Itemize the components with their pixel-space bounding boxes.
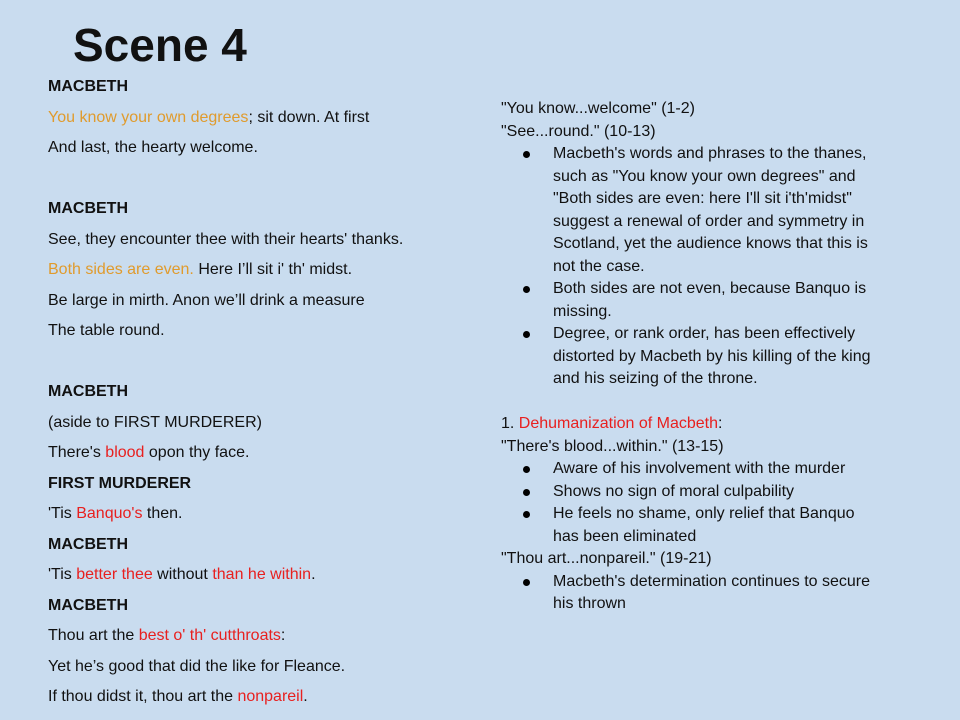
line-text: Here I’ll sit i' th' midst. [193, 261, 353, 278]
highlighted-word: blood [105, 444, 145, 461]
script-line: Yet he’s good that did the like for Fleance. [48, 657, 346, 675]
line-text: Thou art the [48, 627, 139, 644]
speaker-label: MACBETH [48, 596, 128, 614]
line-text: There's [48, 444, 106, 461]
script-line [48, 621, 488, 652]
list-item-text: Aware of his involvement with the murder [553, 460, 846, 477]
line-text: without [152, 566, 213, 583]
heading-number: 1. [501, 415, 519, 432]
speaker-label: MACBETH [48, 383, 128, 400]
bullet-list [501, 458, 881, 548]
speaker-label: FIRST MURDERER [48, 474, 192, 492]
list-item-text: Macbeth's determination continues to secure his thrown [553, 572, 871, 612]
speaker-label: MACBETH [48, 200, 128, 217]
bullet-list [501, 143, 881, 391]
line-text: 'Tis [48, 566, 77, 583]
bullet-icon [523, 511, 530, 518]
list-item [501, 458, 881, 481]
quote-reference: "There's blood...within." (13-15) [501, 437, 724, 455]
list-item [501, 278, 881, 323]
bullet-icon [523, 489, 530, 496]
line-text: opon thy face. [144, 444, 250, 461]
list-item [501, 503, 881, 548]
list-item [501, 481, 881, 504]
line-text: 'Tis [48, 505, 77, 522]
line-text: . [303, 688, 308, 705]
list-item-text: He feels no shame, only relief that Banquo has been eliminated [553, 505, 855, 545]
bullet-icon [523, 579, 530, 586]
slide-title: Scene 4 [73, 19, 247, 71]
script-line [48, 438, 488, 469]
list-item [501, 143, 881, 278]
play-excerpt [48, 72, 488, 713]
spacer [48, 164, 488, 195]
analysis-notes [501, 98, 881, 616]
script-line: And last, the hearty welcome. [48, 139, 258, 156]
line-text: then. [142, 505, 183, 522]
highlighted-phrase: You know your own degrees [48, 108, 249, 126]
list-item-text: Shows no sign of moral culpability [553, 482, 795, 500]
highlighted-phrase: best o' th' cutthroats [138, 627, 281, 644]
quote-reference: "Thou art...nonpareil." (19-21) [501, 550, 712, 567]
script-line [48, 103, 488, 134]
line-text: . [311, 566, 316, 583]
script-line [48, 255, 488, 286]
script-line: The table round. [48, 322, 165, 339]
bullet-icon [523, 466, 530, 473]
highlighted-word: Banquo's [76, 505, 143, 522]
list-item-text: Macbeth's words and phrases to the thanes, such as "You know your own degrees" and "Both sides are even: here I'll sit i'th'midst" suggest a renewal of order and symmetry in Scotland, yet the audience knows that this is not the case. [553, 145, 868, 275]
bullet-list [501, 571, 881, 616]
section-heading [501, 413, 881, 436]
script-line: See, they encounter thee with their hearts' thanks. [48, 230, 404, 248]
bullet-icon [523, 331, 530, 338]
stage-direction: (aside to FIRST MURDERER) [48, 413, 262, 431]
heading-text: Dehumanization of Macbeth [518, 415, 719, 432]
script-line: Be large in mirth. Anon we’ll drink a measure [48, 291, 365, 309]
speaker-label: MACBETH [48, 535, 128, 553]
spacer [48, 347, 488, 378]
heading-colon: : [718, 415, 723, 432]
bullet-icon [523, 151, 530, 158]
script-line [48, 682, 488, 713]
script-line [48, 499, 488, 530]
list-item-text: Degree, or rank order, has been effectively distorted by Macbeth by his killing of the king and his seizing of the throne. [553, 325, 871, 387]
highlighted-phrase: Both sides are even. [48, 261, 194, 278]
bullet-icon [523, 286, 530, 293]
list-item [501, 323, 881, 391]
spacer [501, 391, 881, 414]
quote-reference: "See...round." (10-13) [501, 122, 656, 140]
list-item [501, 571, 881, 616]
line-text: If thou didst it, thou art the [48, 688, 238, 705]
quote-reference: "You know...welcome" (1-2) [501, 100, 695, 117]
highlighted-word: nonpareil [237, 688, 304, 705]
line-text: : [280, 627, 286, 644]
highlighted-phrase: than he within [212, 566, 312, 583]
script-line [48, 560, 488, 591]
highlighted-phrase: better thee [76, 566, 153, 583]
list-item-text: Both sides are not even, because Banquo is missing. [553, 280, 867, 320]
speaker-label: MACBETH [48, 78, 128, 95]
line-text: ; sit down. At first [248, 108, 370, 126]
